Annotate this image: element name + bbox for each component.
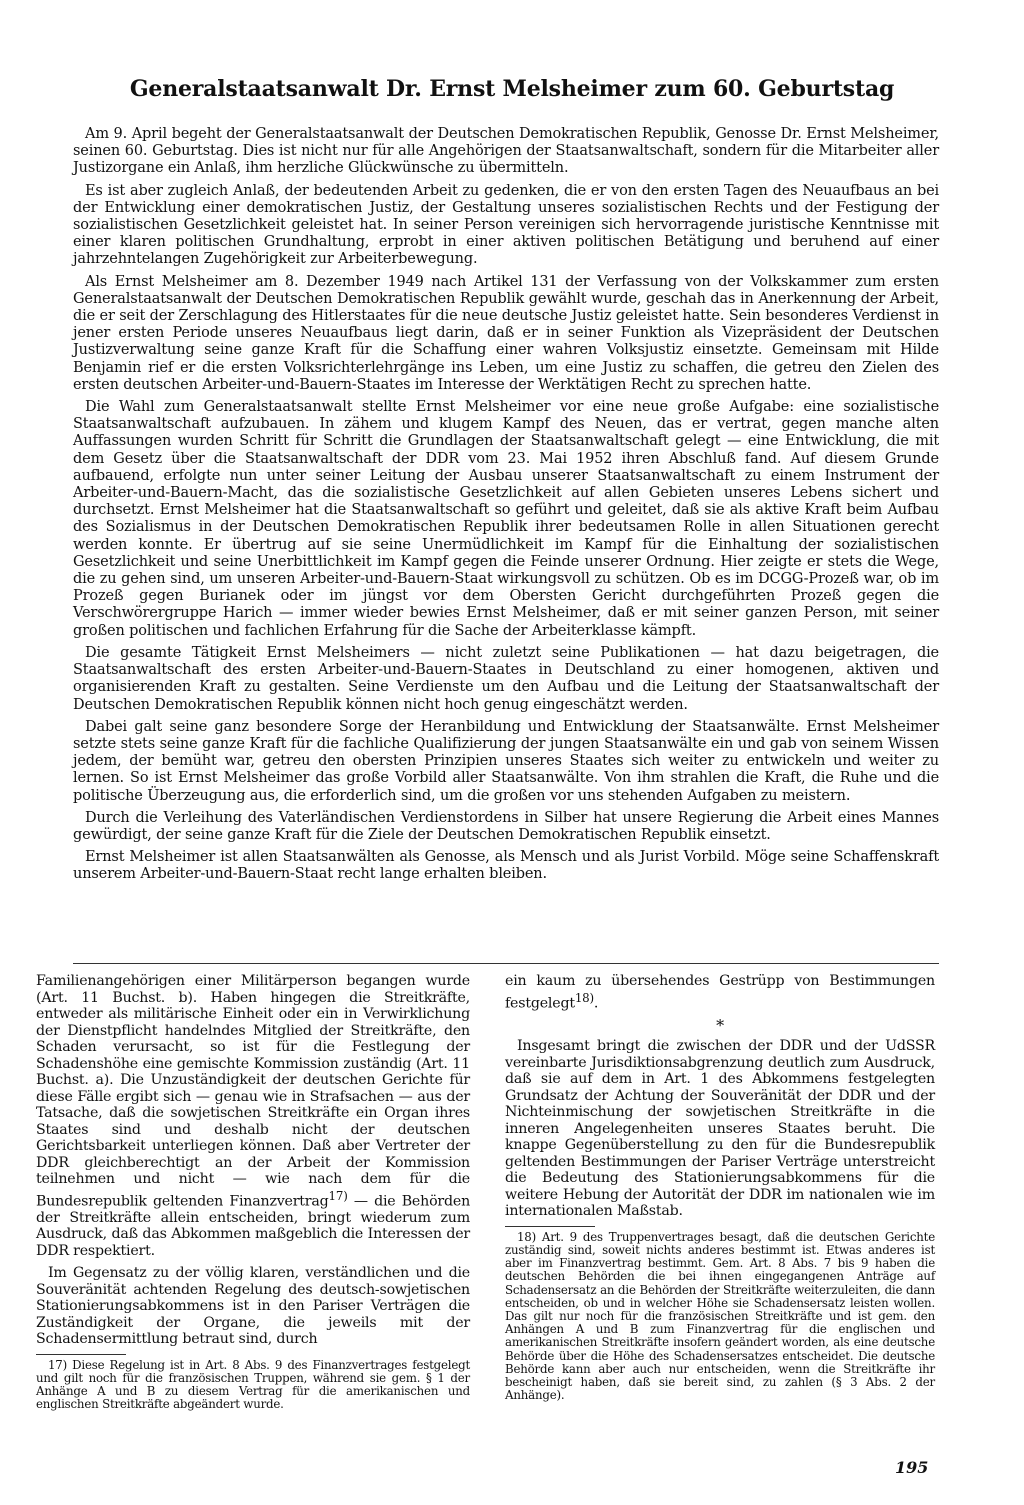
article-paragraph: Die Wahl zum Generalstaatsanwalt stellte Ernst Melsheimer vor eine neue große Aufgabe: eine sozialistische Staatsanwaltschaft aufzubauen. In zähem und klugem Kampf des Neuen, das er vertrat, gegen manche alten Auffassungen wurden Schritt für Schritt die Grundlagen der Staatsanwaltschaft gelegt — eine Entwicklung, die mit dem Gesetz über die Staatsanwaltschaft der DDR vom 23. Mai 1952 ihren Abschluß fand. Auf diesem Grunde aufbauend, erfolgte nun unter seiner Leitung der Ausbau unserer Staatsanwaltschaft zu einem Instrument der Arbeiter-und-Bauern-Macht, das die sozialistische Gesetzlichkeit auf allen Gebieten unseres Lebens sichert und durchsetzt. Ernst Melsheimer hat die Staatsanwaltschaft so geführt und geleitet, daß sie als aktive Kraft beim Aufbau des Sozialismus in der Deutschen Demokratischen Republik ihrer bedeutsamen Rolle in allen Situationen gerecht werden konnte. Er übertrug auf sie seine Unermüdlichkeit im Kampf für die Einhaltung der sozialistischen Gesetzlichkeit und seine Unerbittlichkeit im Kampf gegen die Feinde unserer Ordnung. Hier zeigte er stets die Wege, die zu gehen sind, um unseren Arbeiter-und-Bauern-Staat wirkungsvoll zu schützen. Ob es im DCGG-Prozeß war, ob im Prozeß gegen Burianek oder im jüngst vor dem Obersten Gericht durchgeführten Prozeß gegen die Verschwörergruppe Harich — immer wieder bewies Ernst Melsheimer, daß er mit seiner ganzen Person, mit seiner großen politischen und fachlichen Erfahrung für die Sache der Arbeiterklasse kämpft. bbox=[73, 399, 939, 639]
footnote-reference: 17) bbox=[328, 1188, 348, 1203]
column-paragraph bbox=[505, 973, 935, 1012]
right-column bbox=[505, 973, 935, 1408]
paragraph-text: . bbox=[593, 995, 599, 1012]
footnote-18: 18) Art. 9 des Truppenvertrages besagt, daß die deutschen Gerichte zuständig sind, soweit nichts anderes bestimmt ist. Etwas anderes ist aber im Finanzvertrag bestimmt. Gem. Art. 8 Abs. 7 bis 9 haben die deutschen Behörden die bei ihnen eingegangenen Anträge auf Schadensersatz an die Behörden der Streitkräfte weiterzuleiten, die dann entscheiden, ob und in welcher Höhe sie Schadensersatz leisten wollen. Das gilt nur noch für die französischen Streitkräfte und ist gem. den Anhängen A und B zum Finanzvertrag für die englischen und amerikanischen Streitkräfte insofern geändert worden, als eine deutsche Behörde über die Höhe des Schadensersatzes entscheidet. Die deutsche Behörde kann aber auch nur entscheiden, wenn die Streitkräfte ihr bescheinigt haben, daß sie bereit sind, zu zahlen (§ 3 Abs. 2 der Anhänge). bbox=[505, 1229, 935, 1403]
article-paragraph: Dabei galt seine ganz besondere Sorge der Heranbildung und Entwicklung der Staatsanwälte. Ernst Melsheimer setzte stets seine ganze Kraft für die fachliche Qualifizierung der jungen Staatsanwälte ein und gab von seinem Wissen jedem, der bemüht war, getreu den obersten Prinzipien unseres Staates sich weiter zu entwickeln und weiter zu lernen. So ist Ernst Melsheimer das große Vorbild aller Staatsanwälte. Von ihm strahlen die Kraft, die Ruhe und die politische Überzeugung aus, die erforderlich sind, um die großen vor uns stehenden Aufgaben zu meistern. bbox=[73, 718, 939, 804]
section-divider bbox=[73, 963, 939, 964]
page-number: 195 bbox=[895, 1458, 929, 1477]
article-paragraph: Am 9. April begeht der Generalstaatsanwalt der Deutschen Demokratischen Republik, Genosse Dr. Ernst Melsheimer, seinen 60. Geburtstag. Dies ist nicht nur für alle Angehörigen der Staatsanwaltschaft, sondern für die Mitarbeiter aller Justizorgane ein Anlaß, ihm herzliche Glückwünsche zu übermitteln. bbox=[73, 126, 939, 177]
footnote-divider bbox=[36, 1354, 126, 1355]
tribute-article bbox=[73, 126, 939, 889]
article-paragraph: Als Ernst Melsheimer am 8. Dezember 1949 nach Artikel 131 der Verfassung von der Volkskammer zum ersten Generalstaatsanwalt der Deutschen Demokratischen Republik gewählt wurde, geschah das in Anerkennung der Arbeit, die er seit der Zerschlagung des Hitlerstaates für die neue deutsche Justiz geleistet hatte. Sein besonderes Verdienst in jener ersten Periode unseres Neuaufbaus liegt darin, daß er in seiner Funktion als Vizepräsident der Deutschen Justizverwaltung seine ganze Kraft für die Schaffung einer wahren Volksjustiz einsetzte. Gemeinsam mit Hilde Benjamin rief er die ersten Volksrichterlehrgänge ins Leben, um eine Justiz zu schaffen, die getreu den Zielen des ersten deutschen Arbeiter-und-Bauern-Staates im Interesse der Werktätigen Recht zu sprechen hatte. bbox=[73, 273, 939, 393]
footnote-17: 17) Diese Regelung ist in Art. 8 Abs. 9 des Finanzvertrages festgelegt und gilt noch für die französischen Truppen, während sie gem. § 1 der Anhänge A und B zu diesem Vertrag für die amerikanischen und englischen Streitkräfte abgeändert wurde. bbox=[36, 1357, 470, 1412]
paragraph-text: Familienangehörigen einer Militärperson begangen wurde (Art. 11 Buchst. b). Haben hingegen die Streitkräfte, entweder als militärische Einheit oder ein in Verwirklichung der Dienstpflicht handelndes Mitglied der Streitkräfte, den Schaden verursacht, so ist für die Festlegung der Schadenshöhe eine gemischte Kommission zuständig (Art. 11 Buchst. a). Die Unzuständigkeit der deutschen Gerichte für diese Fälle ergibt sich — genau wie in Strafsachen — aus der Tatsache, daß die sowjetischen Streitkräfte ein Organ ihres Staates sind und deshalb nicht der deutschen Gerichtsbarkeit unterliegen können. Daß aber Vertreter der DDR gleichberechtigt an der Arbeit der Kommission teilnehmen und nicht — wie nach dem für die Bundesrepublik geltenden Finanzvertrag bbox=[36, 973, 470, 1210]
article-paragraph: Ernst Melsheimer ist allen Staatsanwälten als Genosse, als Mensch und als Jurist Vorbild. Möge seine Schaffenskraft unserem Arbeiter-und-Bauern-Staat recht lange erhalten bleiben. bbox=[73, 849, 939, 883]
article-paragraph: Durch die Verleihung des Vaterländischen Verdienstordens in Silber hat unsere Regierung die Arbeit eines Mannes gewürdigt, der seine ganze Kraft für die Ziele der Deutschen Demokratischen Republik einsetzt. bbox=[73, 809, 939, 843]
left-column bbox=[36, 973, 470, 1418]
paragraph-text: — die Behörden der Streitkräfte allein entscheiden, bringt wiederum zum Ausdruck, daß das Abkommen maßgeblich die Interessen der DDR respektiert. bbox=[36, 1193, 471, 1259]
column-paragraph: Im Gegensatz zu der völlig klaren, verständlichen und die Souveränität achtenden Regelung des deutsch-sowjetischen Stationierungsabkommens ist in den Pariser Verträgen die Zuständigkeit der Organe, die jeweils mit der Schadensermittlung betraut sind, durch bbox=[36, 1265, 470, 1348]
section-asterisk: * bbox=[716, 1015, 724, 1035]
footnote-divider bbox=[505, 1226, 595, 1227]
column-paragraph bbox=[36, 973, 470, 1259]
article-paragraph: Es ist aber zugleich Anlaß, der bedeutenden Arbeit zu gedenken, die er von den ersten Tagen des Neuaufbaus an bei der Entwicklung einer demokratischen Justiz, der Gestaltung unseres sozialistischen Rechts und der Festigung der sozialistischen Gesetzlichkeit geleistet hat. In seiner Person vereinigen sich hervorragende juristische Kenntnisse mit einer klaren politischen Grundhaltung, erprobt in einer aktiven politischen Betätigung und beruhend auf einer jahrzehntelangen Zugehörigkeit zur Arbeiterbewegung. bbox=[73, 182, 939, 268]
article-paragraph: Die gesamte Tätigkeit Ernst Melsheimers — nicht zuletzt seine Publikationen — hat dazu beigetragen, die Staatsanwaltschaft des ersten Arbeiter-und-Bauern-Staates in Deutschland zu einer homogenen, aktiven und organisierenden Kraft zu gestalten. Seine Verdienste um den Aufbau und die Leitung der Staatsanwaltschaft der Deutschen Demokratischen Republik können nicht hoch genug eingeschätzt werden. bbox=[73, 644, 939, 713]
paragraph-text: ein kaum zu übersehendes Gestrüpp von Bestimmungen festgelegt bbox=[505, 973, 935, 1012]
page-title: Generalstaatsanwalt Dr. Ernst Melsheimer zum 60. Geburtstag bbox=[129, 76, 895, 102]
footnote-reference: 18) bbox=[574, 990, 594, 1005]
column-paragraph: Insgesamt bringt die zwischen der DDR und der UdSSR vereinbarte Jurisdiktionsabgrenzung deutlich zum Ausdruck, daß sie auf dem in Art. 1 des Abkommens festgelegten Grundsatz der Achtung der Souveränität der DDR und der Nichteinmischung der sowjetischen Streitkräfte in die inneren Angelegenheiten unseres Staates beruht. Die knappe Gegenüberstellung zu den für die Bundesrepublik geltenden Bestimmungen der Pariser Verträge unterstreicht die Bedeutung des Stationierungsabkommens für die weitere Hebung der Autorität der DDR im nationalen wie im internationalen Maßstab. bbox=[505, 1038, 935, 1220]
